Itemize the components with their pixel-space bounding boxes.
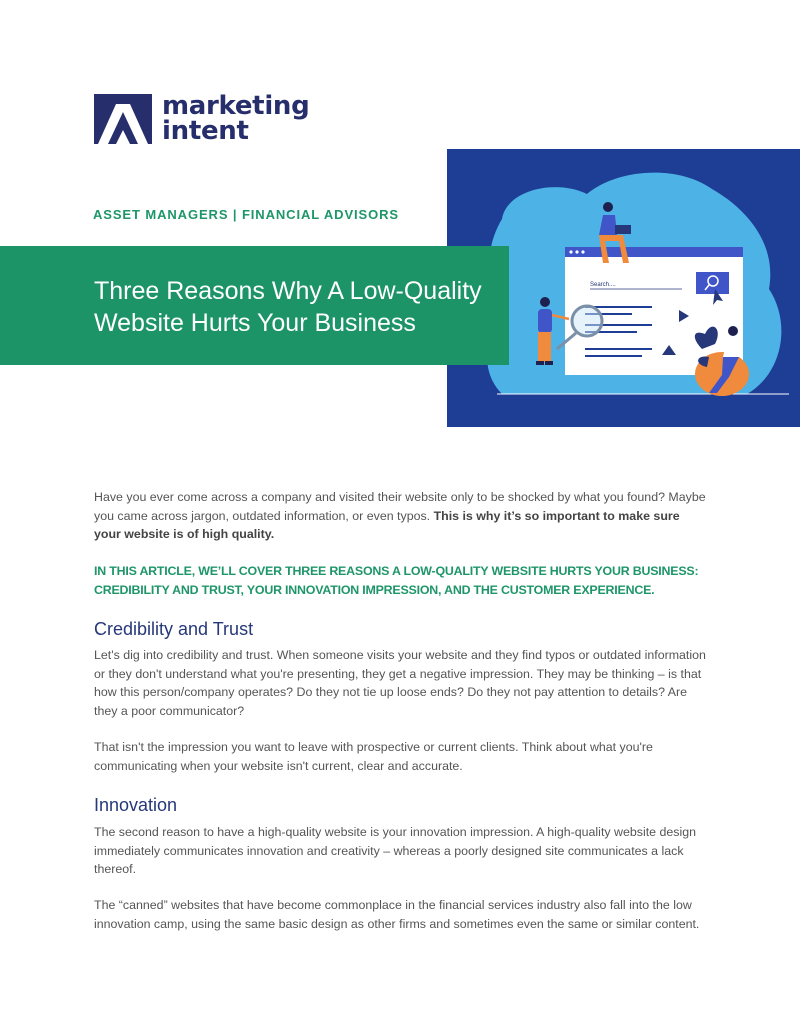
article-callout: IN THIS ARTICLE, WE’LL COVER THREE REASONS A LOW-QUALITY WEBSITE HURTS YOUR BUSINESS: CREDIBILITY AND TRUST, YOUR INNOVATION IMPRESSION, AND THE CUSTOMER EXPERIENCE. [94,564,699,597]
page-title [94,275,514,339]
logo-wordmark [162,91,310,146]
credibility-paragraph-1 [94,646,708,720]
section-heading-innovation: Innovation [94,795,178,815]
credibility-paragraph-2 [94,738,708,775]
eyebrow-label: ASSET MANAGERS | FINANCIAL ADVISORS [93,207,399,222]
intro-bold: This is why it’s so important to make sure your website is of high quality. [94,508,680,542]
credibility-text-1: Let's dig into credibility and trust. When someone visits your website and they find typos or outdated information or they don't understand what you're presenting, they get a negative impression. They may be thinking – is that how this person/company operates? Do they not tie up loose ends? Do they not pay attention to details? Are they a poor communicator? [94,648,706,718]
innovation-text-2: The “canned” websites that have become commonplace in the financial services industry also fall into the low innovation camp, using the same basic design as other firms and sometimes even the same or similar content. [94,898,700,931]
hero-search-label: Search.... [590,282,616,288]
logo-word-1: marketing [162,91,310,121]
innovation-paragraph-1 [94,823,708,879]
page-title-line-1: Three Reasons Why A Low-Quality [94,277,482,305]
logo-word-2: intent [162,116,249,146]
brand-logo [94,91,310,146]
section-heading-credibility: Credibility and Trust [94,619,254,639]
logo-mark-icon [94,94,152,144]
page-title-line-2: Website Hurts Your Business [94,309,416,337]
intro-text: Have you ever come across a company and visited their website only to be shocked by what you found? Maybe you came across jargon, outdated information, or even typos. [94,490,706,523]
intro-paragraph [94,488,708,544]
innovation-text-1: The second reason to have a high-quality website is your innovation impression. A high-quality website design immediately communicates innovation and creativity – whereas a poorly designed site communicates a lack thereof. [94,825,696,877]
innovation-paragraph-2 [94,896,708,933]
credibility-text-2: That isn't the impression you want to leave with prospective or current clients. Think about what you're communicating when your website isn't current, clear and accurate. [94,740,653,773]
